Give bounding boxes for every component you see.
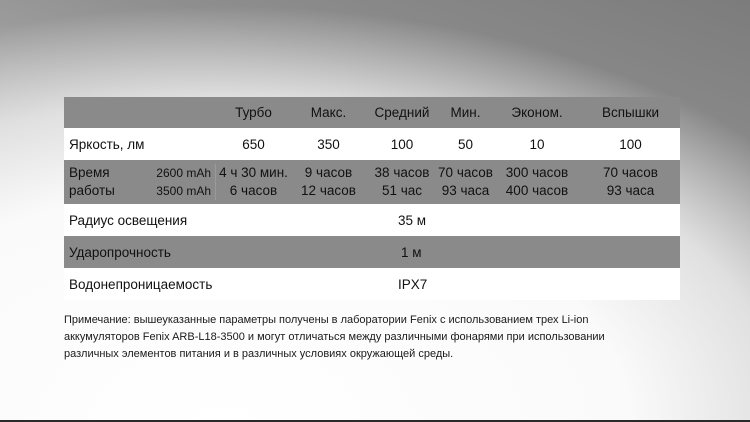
beam-distance-value: 35 м	[398, 212, 427, 228]
runtime-label	[64, 164, 216, 200]
header-eco: Эконом.	[511, 105, 563, 120]
runtime-label-line2: работы	[69, 183, 115, 198]
header-medium: Средний	[374, 105, 430, 120]
waterproof-row	[64, 268, 680, 300]
runtime-strobe-3500: 93 часа	[606, 183, 655, 198]
brightness-max: 350	[317, 136, 340, 152]
header-min: Мин.	[450, 105, 481, 120]
brightness-turbo: 650	[242, 136, 265, 152]
brightness-medium: 100	[390, 136, 414, 152]
brightness-eco: 10	[529, 136, 545, 152]
runtime-min-2600: 70 часов	[438, 165, 493, 180]
runtime-medium-2600: 38 часов	[374, 165, 430, 180]
runtime-min	[438, 164, 493, 200]
brightness-label: Яркость, лм	[69, 136, 145, 152]
runtime-turbo-2600: 4 ч 30 мин.	[219, 165, 288, 180]
battery-3500-label: 3500 mAh	[156, 184, 211, 198]
waterproof-value: IPX7	[398, 276, 428, 292]
runtime-eco-3500: 400 часов	[505, 183, 569, 198]
header-strobe: Вспышки	[601, 105, 660, 120]
beam-distance-label: Радиус освещения	[69, 212, 188, 228]
beam-distance-row	[64, 204, 680, 236]
runtime-max-3500: 12 часов	[301, 183, 356, 198]
brightness-row	[64, 128, 680, 160]
runtime-label-line1: Время	[69, 165, 110, 180]
waterproof-label: Водонепроницаемость	[69, 276, 213, 292]
runtime-eco	[493, 164, 581, 200]
runtime-turbo-3500: 6 часов	[229, 183, 278, 198]
runtime-max	[291, 164, 366, 200]
impact-resistance-value: 1 м	[401, 244, 422, 260]
table-header-row	[64, 97, 680, 128]
footnote: Примечание: вышеуказанные параметры получены в лаборатории Fenix с использованием трех Li-ion аккумуляторов Fenix ARB-L18-3500 и могут отличаться между различными фонарями при использовании различных элементов питания и в различных условиях окружающей среды.	[64, 314, 605, 360]
runtime-eco-2600: 300 часов	[505, 165, 569, 180]
battery-2600-label: 2600 mAh	[156, 166, 211, 180]
runtime-min-3500: 93 часа	[441, 183, 490, 198]
brightness-min: 50	[457, 136, 474, 152]
header-max: Макс.	[310, 105, 347, 120]
runtime-medium	[366, 164, 438, 200]
runtime-max-2600: 9 часов	[304, 165, 353, 180]
runtime-turbo	[216, 164, 291, 200]
impact-resistance-row	[64, 236, 680, 268]
runtime-strobe-2600: 70 часов	[603, 165, 658, 180]
runtime-medium-3500: 51 час	[381, 183, 423, 198]
header-turbo: Турбо	[235, 105, 272, 120]
impact-resistance-label: Ударопрочность	[69, 244, 171, 260]
runtime-row	[64, 160, 680, 204]
runtime-strobe	[581, 164, 680, 200]
brightness-strobe: 100	[619, 136, 642, 152]
specs-table	[64, 97, 680, 300]
